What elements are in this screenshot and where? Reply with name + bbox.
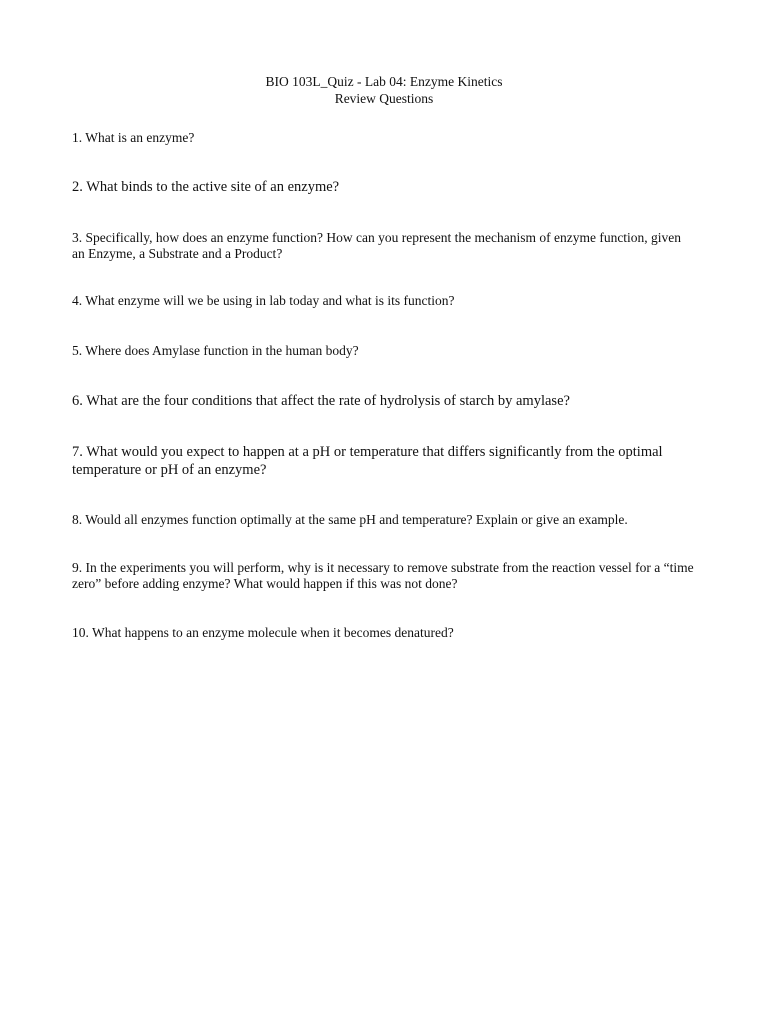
question-5: 5. Where does Amylase function in the human body?: [72, 343, 359, 358]
question-9: 9. In the experiments you will perform, why is it necessary to remove substrate from the reaction vessel for a “time zero” before adding enzyme? What would happen if this was not done?: [72, 560, 694, 591]
question-1: 1. What is an enzyme?: [72, 130, 195, 145]
question-7: 7. What would you expect to happen at a pH or temperature that differs significantly from the optimal temperature or pH of an enzyme?: [72, 444, 663, 478]
document-title: BIO 103L_Quiz - Lab 04: Enzyme Kinetics: [265, 74, 503, 89]
question-6: 6. What are the four conditions that affect the rate of hydrolysis of starch by amylase?: [72, 393, 570, 409]
question-10: 10. What happens to an enzyme molecule when it becomes denatured?: [72, 625, 454, 640]
question-4: 4. What enzyme will we be using in lab today and what is its function?: [72, 293, 455, 308]
question-8: 8. Would all enzymes function optimally at the same pH and temperature? Explain or give an example.: [72, 512, 628, 527]
question-2: 2. What binds to the active site of an enzyme?: [72, 179, 340, 195]
document-header: [0, 73, 768, 107]
question-3: 3. Specifically, how does an enzyme function? How can you represent the mechanism of enzyme function, given an Enzyme, a Substrate and a Product?: [72, 230, 682, 261]
document-subtitle: Review Questions: [334, 91, 434, 106]
